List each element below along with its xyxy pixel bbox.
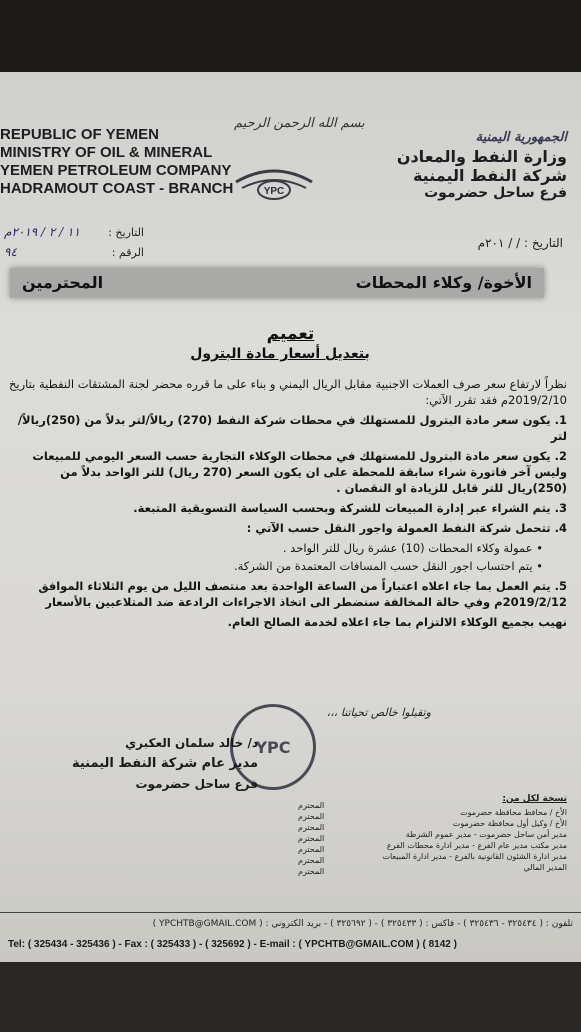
- letterhead-ar-line4: فرع ساحل حضرموت: [424, 185, 567, 201]
- footer-english: Tel: ( 325434 - 325436 ) - Fax : ( 325433 ) - ( 325692 ) - E-mail : ( YPCHTB@GMAIL.COM ) ( 8142 ): [8, 939, 457, 950]
- cc-line: مدير ادارة الشئون القانونية بالفرع - مدير ادارة المبيعات: [382, 852, 567, 861]
- cc-line: مدير أمن ساحل حضرموت - مدير عموم الشرطة: [405, 830, 567, 839]
- subitem-1: • عمولة وكلاء المحطات (10) عشرة ريال للتر الواحد .: [282, 541, 543, 555]
- letterhead-en-line1: REPUBLIC OF YEMEN: [0, 126, 159, 143]
- respect-6: المحترم: [298, 856, 325, 865]
- english-letterhead: [0, 126, 233, 198]
- date-line: التاريخ : / / ٢٠١م: [477, 236, 563, 250]
- letterhead-ar-line2: وزارة النفط والمعادن: [396, 147, 567, 166]
- letterhead-en-line2: MINISTRY OF OIL & MINERAL: [0, 144, 213, 161]
- footer-contact: [0, 912, 581, 950]
- respect-5: المحترم: [298, 845, 325, 854]
- signatory-name: د/ خالد سلمان العكبري: [125, 736, 258, 750]
- item-3: 3. يتم الشراء عبر إدارة المبيعات للشركة وبحسب السياسة التسويقية المتبعة.: [133, 501, 567, 515]
- item-2: 2. يكون سعر مادة البترول للمستهلك في محطات الوكلاء التجارية حسب السعر اليومي للمبيعات وليس آخر فاتورة شراء سابقة للمحطة على ان يكون السعر (270 ريال) للتر الواحد بدلاً من (250)ريال للتر قابل للزيادة او النقصان .: [32, 449, 567, 495]
- footer-arabic: تلفون : ( ٣٢٥٤٣٤ - ٣٢٥٤٣٦ ) - فاكس : ( ٣٢٥٤٣٣ ) - ( ٣٢٥٦٩٢ ) - بريد الكتروني : ( YPCHTB@GMAIL.COM ): [152, 919, 573, 929]
- item-4: 4. تتحمل شركة النفط العمولة واجور النقل حسب الآتي :: [246, 521, 567, 535]
- subitem-2: • يتم احتساب اجور النقل حسب المسافات المعتمدة من الشركة.: [233, 559, 543, 573]
- item-1: 1. يكون سعر مادة البترول للمستهلك في محطات شركة النفط (270) ريالاً/لتر بدلاً من (250)ريالاً/ لتر: [17, 413, 567, 443]
- cc-list: [297, 794, 567, 873]
- respect-3: المحترم: [298, 823, 325, 832]
- ref-number-label: الرقم :: [111, 245, 144, 259]
- intro-paragraph: نظراً لارتفاع سعر صرف العملات الاجنبية مقابل الريال اليمني و بناء على ما قرره محضر لجنة المشتقات النفطية بتاريخ 2019/2/10م فقد تقرر الآتي:: [9, 377, 567, 407]
- signatory-branch: فرع ساحل حضرموت: [135, 777, 258, 791]
- ref-number-value: ٩٤: [4, 245, 17, 259]
- circular-title: تعميم: [266, 324, 315, 344]
- item-5: 5. يتم العمل بما جاء اعلاه اعتباراً من الساعة الواحدة بعد منتصف الليل من يوم الثلاثاء الموافق 2019/2/12م وفي حالة المخالفة سنضطر الى اتخاذ الاجراءات الرادعة ضد المتلاعبين بالأسعار: [38, 579, 567, 609]
- basmala: بسم الله الرحمن الرحيم: [234, 116, 365, 131]
- circular-subtitle: بتعديل أسعار مادة البترول: [190, 346, 370, 362]
- closing-line: وتقبلوا خالص تحياتنا ،،،: [326, 706, 431, 719]
- letterhead-en-line4: HADRAMOUT COAST - BRANCH: [0, 180, 234, 197]
- cc-heading: نسخة لكل من:: [502, 794, 567, 804]
- addressee-banner: [10, 268, 544, 298]
- respect-7: المحترم: [298, 867, 325, 876]
- addressee-left: المحترمين: [22, 273, 104, 292]
- respect-2: المحترم: [298, 812, 325, 821]
- cc-line: الأخ / محافظ محافظة حضرموت: [460, 808, 567, 817]
- appeal-line: نهيب بجميع الوكلاء الالتزام بما جاء اعلاه لخدمة الصالح العام.: [227, 615, 567, 629]
- logo-text: YPC: [263, 186, 285, 197]
- reference-box: [4, 222, 144, 262]
- arabic-letterhead: [397, 130, 567, 201]
- signature-block: [38, 728, 258, 791]
- respect-1: المحترم: [298, 801, 325, 810]
- signatory-title: مدير عام شركة النفط اليمنية: [71, 756, 258, 771]
- cc-line: المدير المالي: [523, 863, 567, 872]
- cc-line: مدير مكتب مدير عام الفرع - مدير ادارة محطات الفرع: [386, 841, 567, 850]
- ref-date-value: ١١ / ٢ / ٢٠١٩م: [4, 225, 80, 239]
- respect-4: المحترم: [298, 834, 325, 843]
- addressee-right: الأخوة/ وكلاء المحطات: [355, 273, 532, 292]
- stamp-text: YPC: [255, 737, 291, 757]
- background-surface: [0, 962, 581, 1032]
- letterhead-ar-line3: شركة النفط اليمنية: [412, 166, 567, 185]
- letterhead-ar-line1: الجمهورية اليمنية: [475, 130, 567, 145]
- ypc-logo-icon: [228, 154, 320, 206]
- cc-line: الأخ / وكيل أول محافظة حضرموت: [452, 819, 567, 828]
- circular-body: [7, 376, 567, 634]
- ref-date-label: التاريخ :: [108, 225, 144, 239]
- letterhead-en-line3: YEMEN PETROLEUM COMPANY: [0, 162, 232, 179]
- document-page: [0, 72, 581, 962]
